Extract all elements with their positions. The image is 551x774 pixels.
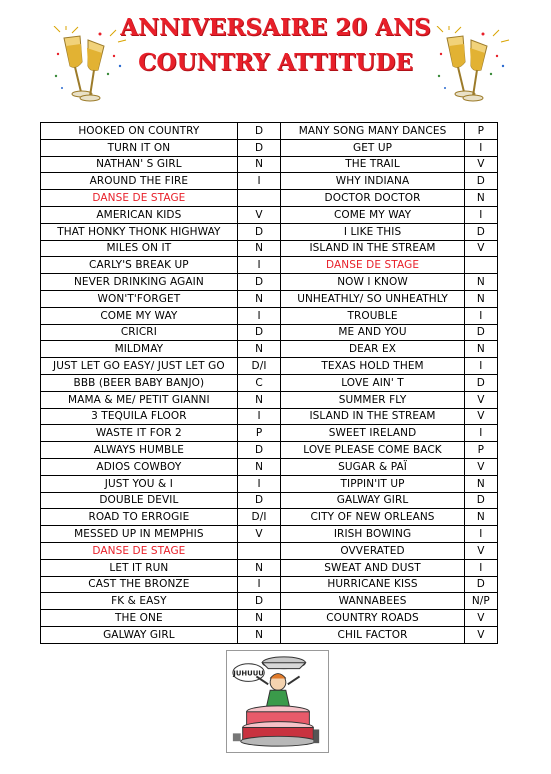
dance-title-cell: OVVERATED <box>281 542 464 559</box>
dance-title-cell: NATHAN' S GIRL <box>41 156 238 173</box>
level-code-cell: D <box>464 374 497 391</box>
dance-title-cell: MILDMAY <box>41 341 238 358</box>
dance-title-cell: WON'T'FORGET <box>41 290 238 307</box>
table-row <box>41 274 498 291</box>
level-code-cell: N <box>237 240 281 257</box>
level-code-cell: I <box>237 307 281 324</box>
dance-title-cell: MILES ON IT <box>41 240 238 257</box>
dance-title-cell: GET UP <box>281 139 464 156</box>
dance-title-cell: AMERICAN KIDS <box>41 206 238 223</box>
level-code-cell: V <box>464 156 497 173</box>
level-code-cell: N/P <box>464 593 497 610</box>
level-code-cell: I <box>464 425 497 442</box>
dance-title-cell: MAMA & ME/ PETIT GIANNI <box>41 391 238 408</box>
table-row <box>41 156 498 173</box>
level-code-cell: I <box>237 576 281 593</box>
level-code-cell: D <box>237 324 281 341</box>
level-code-cell: N <box>237 610 281 627</box>
level-code-cell: P <box>464 123 497 140</box>
level-code-cell: N <box>464 274 497 291</box>
level-code-cell: N <box>464 509 497 526</box>
level-code-cell: I <box>237 475 281 492</box>
level-code-cell: D <box>237 223 281 240</box>
dance-title-cell: AROUND THE FIRE <box>41 173 238 190</box>
dance-title-cell: COME MY WAY <box>41 307 238 324</box>
dance-title-cell: ME AND YOU <box>281 324 464 341</box>
level-code-cell: I <box>464 559 497 576</box>
dance-title-cell: COUNTRY ROADS <box>281 610 464 627</box>
dance-title-cell: ISLAND IN THE STREAM <box>281 240 464 257</box>
level-code-cell: N <box>237 290 281 307</box>
dance-title-cell: JUST YOU & I <box>41 475 238 492</box>
level-code-cell: V <box>237 526 281 543</box>
level-code-cell: D <box>464 173 497 190</box>
dance-title-cell: DOUBLE DEVIL <box>41 492 238 509</box>
level-code-cell: N <box>464 475 497 492</box>
level-code-cell: I <box>464 307 497 324</box>
table-row <box>41 509 498 526</box>
level-code-cell: V <box>464 391 497 408</box>
table-row <box>41 526 498 543</box>
table-row <box>41 223 498 240</box>
dance-title-cell: SWEET IRELAND <box>281 425 464 442</box>
level-code-cell: D <box>237 139 281 156</box>
table-row <box>41 593 498 610</box>
dance-title-cell: 3 TEQUILA FLOOR <box>41 408 238 425</box>
dance-list-table <box>40 122 498 644</box>
dance-title-cell: TIPPIN'IT UP <box>281 475 464 492</box>
dance-title-cell: CRICRI <box>41 324 238 341</box>
table-row <box>41 408 498 425</box>
table-row <box>41 374 498 391</box>
level-code-cell: D <box>237 593 281 610</box>
level-code-cell: N <box>237 458 281 475</box>
table-row <box>41 559 498 576</box>
level-code-cell: N <box>464 341 497 358</box>
table-row <box>41 576 498 593</box>
level-code-cell: I <box>464 358 497 375</box>
dance-title-cell: COME MY WAY <box>281 206 464 223</box>
dance-title-cell: DOCTOR DOCTOR <box>281 190 464 207</box>
dance-title-cell: WHY INDIANA <box>281 173 464 190</box>
table-row <box>41 123 498 140</box>
table-row <box>41 206 498 223</box>
dance-title-cell: I LIKE THIS <box>281 223 464 240</box>
table-row <box>41 341 498 358</box>
dance-title-cell: DANSE DE STAGE <box>41 542 238 559</box>
level-code-cell <box>237 542 281 559</box>
table-row <box>41 190 498 207</box>
level-code-cell: D <box>237 492 281 509</box>
birthday-cake-icon <box>226 650 329 753</box>
table-row <box>41 442 498 459</box>
dance-title-cell: CAST THE BRONZE <box>41 576 238 593</box>
level-code-cell: I <box>464 206 497 223</box>
table-row <box>41 139 498 156</box>
dance-title-cell: TROUBLE <box>281 307 464 324</box>
level-code-cell: N <box>237 391 281 408</box>
table-row <box>41 290 498 307</box>
dance-title-cell: ADIOS COWBOY <box>41 458 238 475</box>
table-row <box>41 240 498 257</box>
level-code-cell: P <box>464 442 497 459</box>
dance-title-cell: CITY OF NEW ORLEANS <box>281 509 464 526</box>
dance-title-cell: TURN IT ON <box>41 139 238 156</box>
dance-title-cell: DEAR EX <box>281 341 464 358</box>
table-row <box>41 626 498 643</box>
dance-title-cell: ROAD TO ERROGIE <box>41 509 238 526</box>
table-row <box>41 542 498 559</box>
level-code-cell: I <box>237 257 281 274</box>
dance-title-cell: UNHEATHLY/ SO UNHEATHLY <box>281 290 464 307</box>
dance-title-cell: ALWAYS HUMBLE <box>41 442 238 459</box>
dance-title-cell: JUST LET GO EASY/ JUST LET GO <box>41 358 238 375</box>
level-code-cell <box>237 190 281 207</box>
level-code-cell: D <box>464 223 497 240</box>
level-code-cell: V <box>464 408 497 425</box>
level-code-cell: D <box>237 442 281 459</box>
dance-title-cell: WANNABEES <box>281 593 464 610</box>
dance-title-cell: THE ONE <box>41 610 238 627</box>
champagne-glasses-icon <box>50 26 130 104</box>
level-code-cell: N <box>237 626 281 643</box>
level-code-cell: I <box>237 408 281 425</box>
table-row <box>41 425 498 442</box>
dance-title-cell: LOVE PLEASE COME BACK <box>281 442 464 459</box>
level-code-cell: I <box>237 173 281 190</box>
level-code-cell: P <box>237 425 281 442</box>
level-code-cell <box>464 257 497 274</box>
level-code-cell: D/I <box>237 358 281 375</box>
level-code-cell: D <box>237 274 281 291</box>
level-code-cell: N <box>237 559 281 576</box>
title-line-1: ANNIVERSAIRE 20 ANS <box>120 14 431 41</box>
dance-title-cell: FK & EASY <box>41 593 238 610</box>
level-code-cell: V <box>464 458 497 475</box>
table-row <box>41 324 498 341</box>
dance-title-cell: ISLAND IN THE STREAM <box>281 408 464 425</box>
level-code-cell: C <box>237 374 281 391</box>
dance-title-cell: MANY SONG MANY DANCES <box>281 123 464 140</box>
dance-title-cell: SWEAT AND DUST <box>281 559 464 576</box>
level-code-cell: D <box>464 492 497 509</box>
dance-title-cell: HOOKED ON COUNTRY <box>41 123 238 140</box>
level-code-cell: V <box>464 542 497 559</box>
dance-title-cell: TEXAS HOLD THEM <box>281 358 464 375</box>
table-row <box>41 358 498 375</box>
dance-title-cell: LOVE AIN' T <box>281 374 464 391</box>
dance-title-cell: SUMMER FLY <box>281 391 464 408</box>
level-code-cell: N <box>464 290 497 307</box>
table-row <box>41 492 498 509</box>
level-code-cell: I <box>464 526 497 543</box>
dance-title-cell: WASTE IT FOR 2 <box>41 425 238 442</box>
level-code-cell: D/I <box>237 509 281 526</box>
level-code-cell: V <box>237 206 281 223</box>
table-row <box>41 173 498 190</box>
dance-title-cell: DANSE DE STAGE <box>281 257 464 274</box>
level-code-cell: D <box>237 123 281 140</box>
dance-title-cell: CHIL FACTOR <box>281 626 464 643</box>
dance-title-cell: LET IT RUN <box>41 559 238 576</box>
dance-title-cell: NEVER DRINKING AGAIN <box>41 274 238 291</box>
level-code-cell: D <box>464 324 497 341</box>
table-row <box>41 458 498 475</box>
level-code-cell: V <box>464 626 497 643</box>
dance-title-cell: NOW I KNOW <box>281 274 464 291</box>
level-code-cell: I <box>464 139 497 156</box>
table-row <box>41 307 498 324</box>
dance-title-cell: IRISH BOWING <box>281 526 464 543</box>
level-code-cell: N <box>237 156 281 173</box>
table-row <box>41 475 498 492</box>
dance-title-cell: BBB (BEER BABY BANJO) <box>41 374 238 391</box>
dance-title-cell: THE TRAIL <box>281 156 464 173</box>
level-code-cell: N <box>464 190 497 207</box>
dance-title-cell: MESSED UP IN MEMPHIS <box>41 526 238 543</box>
dance-title-cell: GALWAY GIRL <box>281 492 464 509</box>
level-code-cell: N <box>237 341 281 358</box>
table-row <box>41 610 498 627</box>
level-code-cell: V <box>464 610 497 627</box>
dance-title-cell: GALWAY GIRL <box>41 626 238 643</box>
cake-shout-text: JUHUUU <box>233 669 264 678</box>
dance-title-cell: CARLY'S BREAK UP <box>41 257 238 274</box>
dance-title-cell: THAT HONKY THONK HIGHWAY <box>41 223 238 240</box>
dance-title-cell: DANSE DE STAGE <box>41 190 238 207</box>
level-code-cell: D <box>464 576 497 593</box>
dance-title-cell: SUGAR & PAÏ <box>281 458 464 475</box>
champagne-glasses-icon <box>433 26 513 104</box>
dance-list-body <box>41 123 498 644</box>
table-row <box>41 257 498 274</box>
title-line-2: COUNTRY ATTITUDE <box>138 49 413 76</box>
level-code-cell: V <box>464 240 497 257</box>
table-row <box>41 391 498 408</box>
dance-title-cell: HURRICANE KISS <box>281 576 464 593</box>
